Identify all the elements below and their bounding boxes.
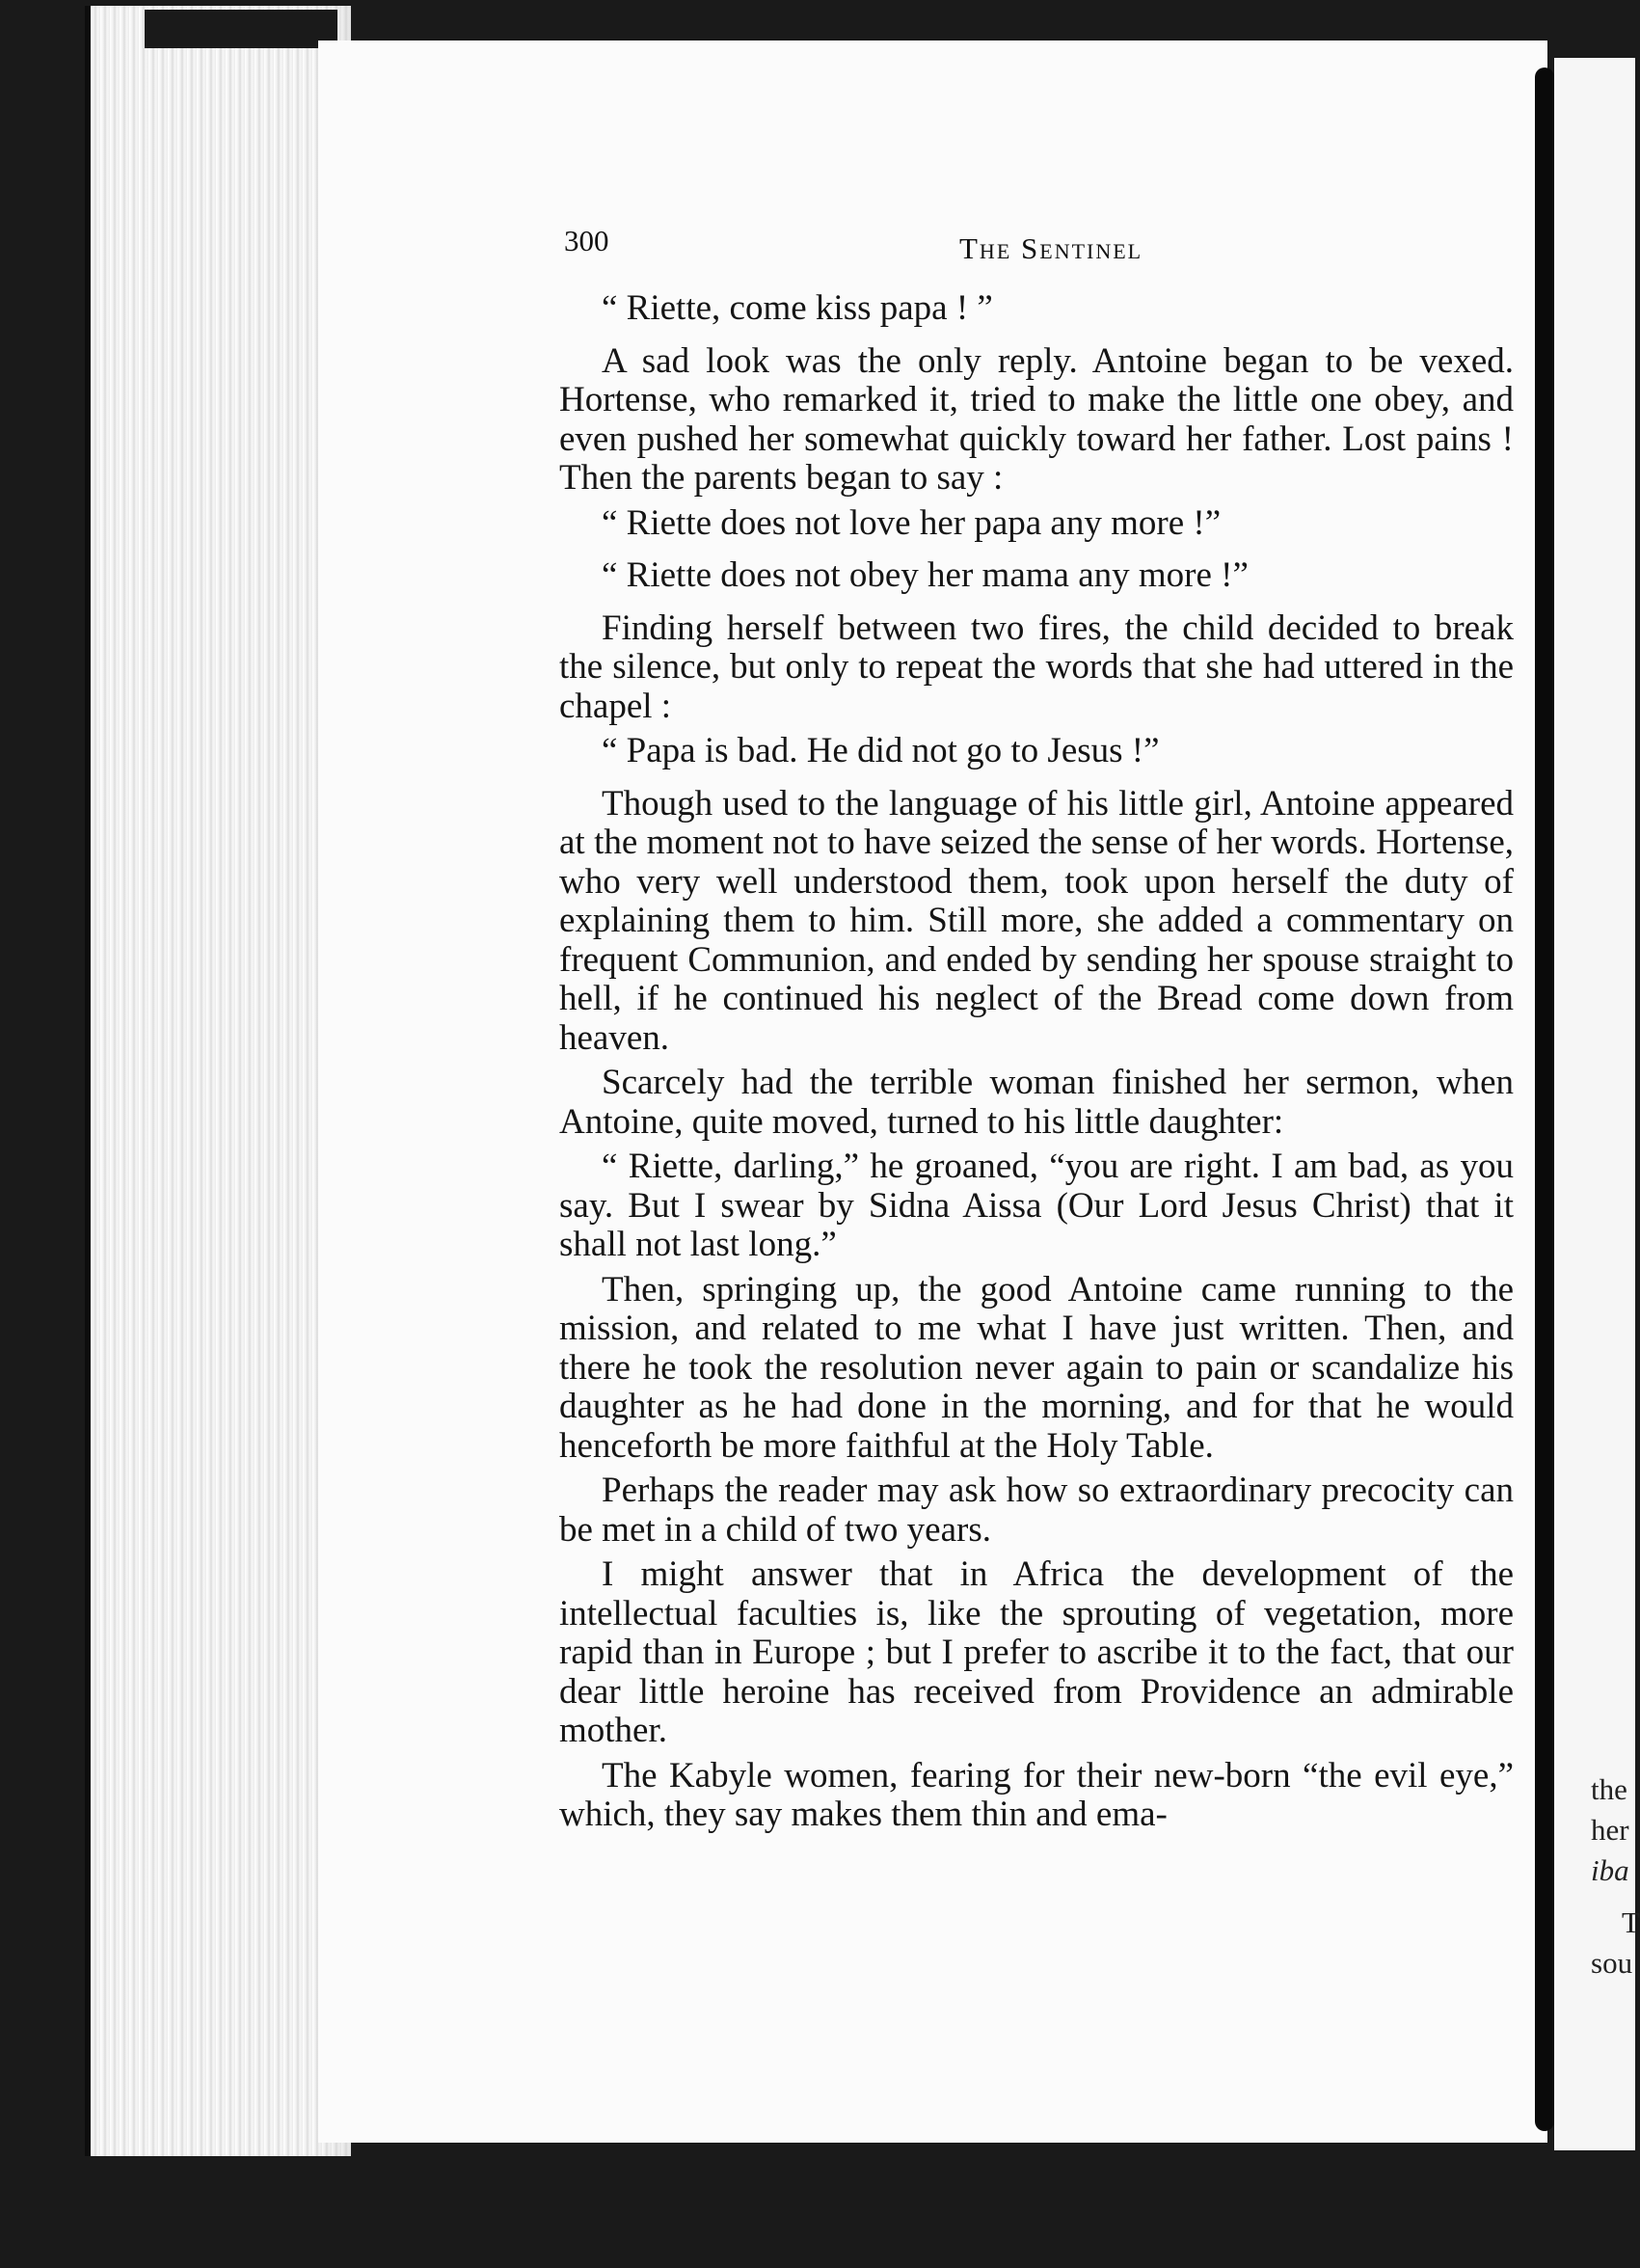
running-header [564,224,1528,272]
binding-shadow [145,10,337,48]
paragraph: I might answer that in Africa the development of the intellectual faculties is, like the sprouting of vegetation, more rapid than in Europe ; but I prefer to ascribe it to the fact, that our dear little heroine has received from Providence an admirable mother. [559,1554,1514,1750]
book-gutter [1535,68,1554,2131]
book-page-edges [85,6,351,2156]
paragraph: Though used to the language of his little girl, Antoine appeared at the moment not to have seized the sense of her words. Hortense, who very well understood them, took upon herself the duty of explaining them to him. Still more, she added a commentary on frequent Communion, and ended by sending her spouse straight to hell, if he continued his neglect of the Bread come down from heaven. [559,783,1514,1058]
paragraph: “ Riette, darling,” he groaned, “you are right. I am bad, as you say. But I swear by Sidna Aissa (Our Lord Jesus Christ) that it shall not last long.” [559,1147,1514,1264]
paragraph: “ Riette does not love her papa any more !” [602,502,1222,543]
article-body [559,289,1514,1841]
facing-page-fragment: iba [1591,1853,1629,1887]
paragraph: “ Papa is bad. He did not go to Jesus !” [602,731,1160,770]
paragraph: Finding herself between two fires, the child decided to break the silence, but only to repeat the words that she had uttered in the chapel : [559,608,1514,726]
paragraph: Perhaps the reader may ask how so extraordinary precocity can be met in a child of two years. [559,1471,1514,1550]
journal-title: The Sentinel [959,231,1143,265]
page-number: 300 [564,224,609,257]
facing-page-fragment: sou [1591,1946,1633,1980]
facing-page-fragment: her [1591,1813,1629,1847]
paragraph: The Kabyle women, fearing for their new-born “the evil eye,” which, they say makes them thin and ema- [559,1755,1514,1834]
paragraph: A sad look was the only reply. Antoine began to be vexed. Hortense, who remarked it, tried to make the little one obey, and even pushed her somewhat quickly toward her father. Lost pains ! Then the parents began to say : [559,340,1514,498]
paragraph: “ Riette, come kiss papa ! ” [602,288,993,328]
paragraph: “ Riette does not obey her mama any more !” [602,555,1249,595]
facing-page-fragment: T [1622,1905,1640,1939]
facing-page-fragment: the [1591,1772,1627,1806]
paragraph: Scarcely had the terrible woman finished her sermon, when Antoine, quite moved, turned to his little daughter: [559,1063,1514,1142]
paragraph: Then, springing up, the good Antoine came running to the mission, and related to me what I have just written. Then, and there he took the resolution never again to pain or scandalize his daughter as he had done in the morning, and for that he would henceforth be more faithful at the Holy Table. [559,1269,1514,1466]
